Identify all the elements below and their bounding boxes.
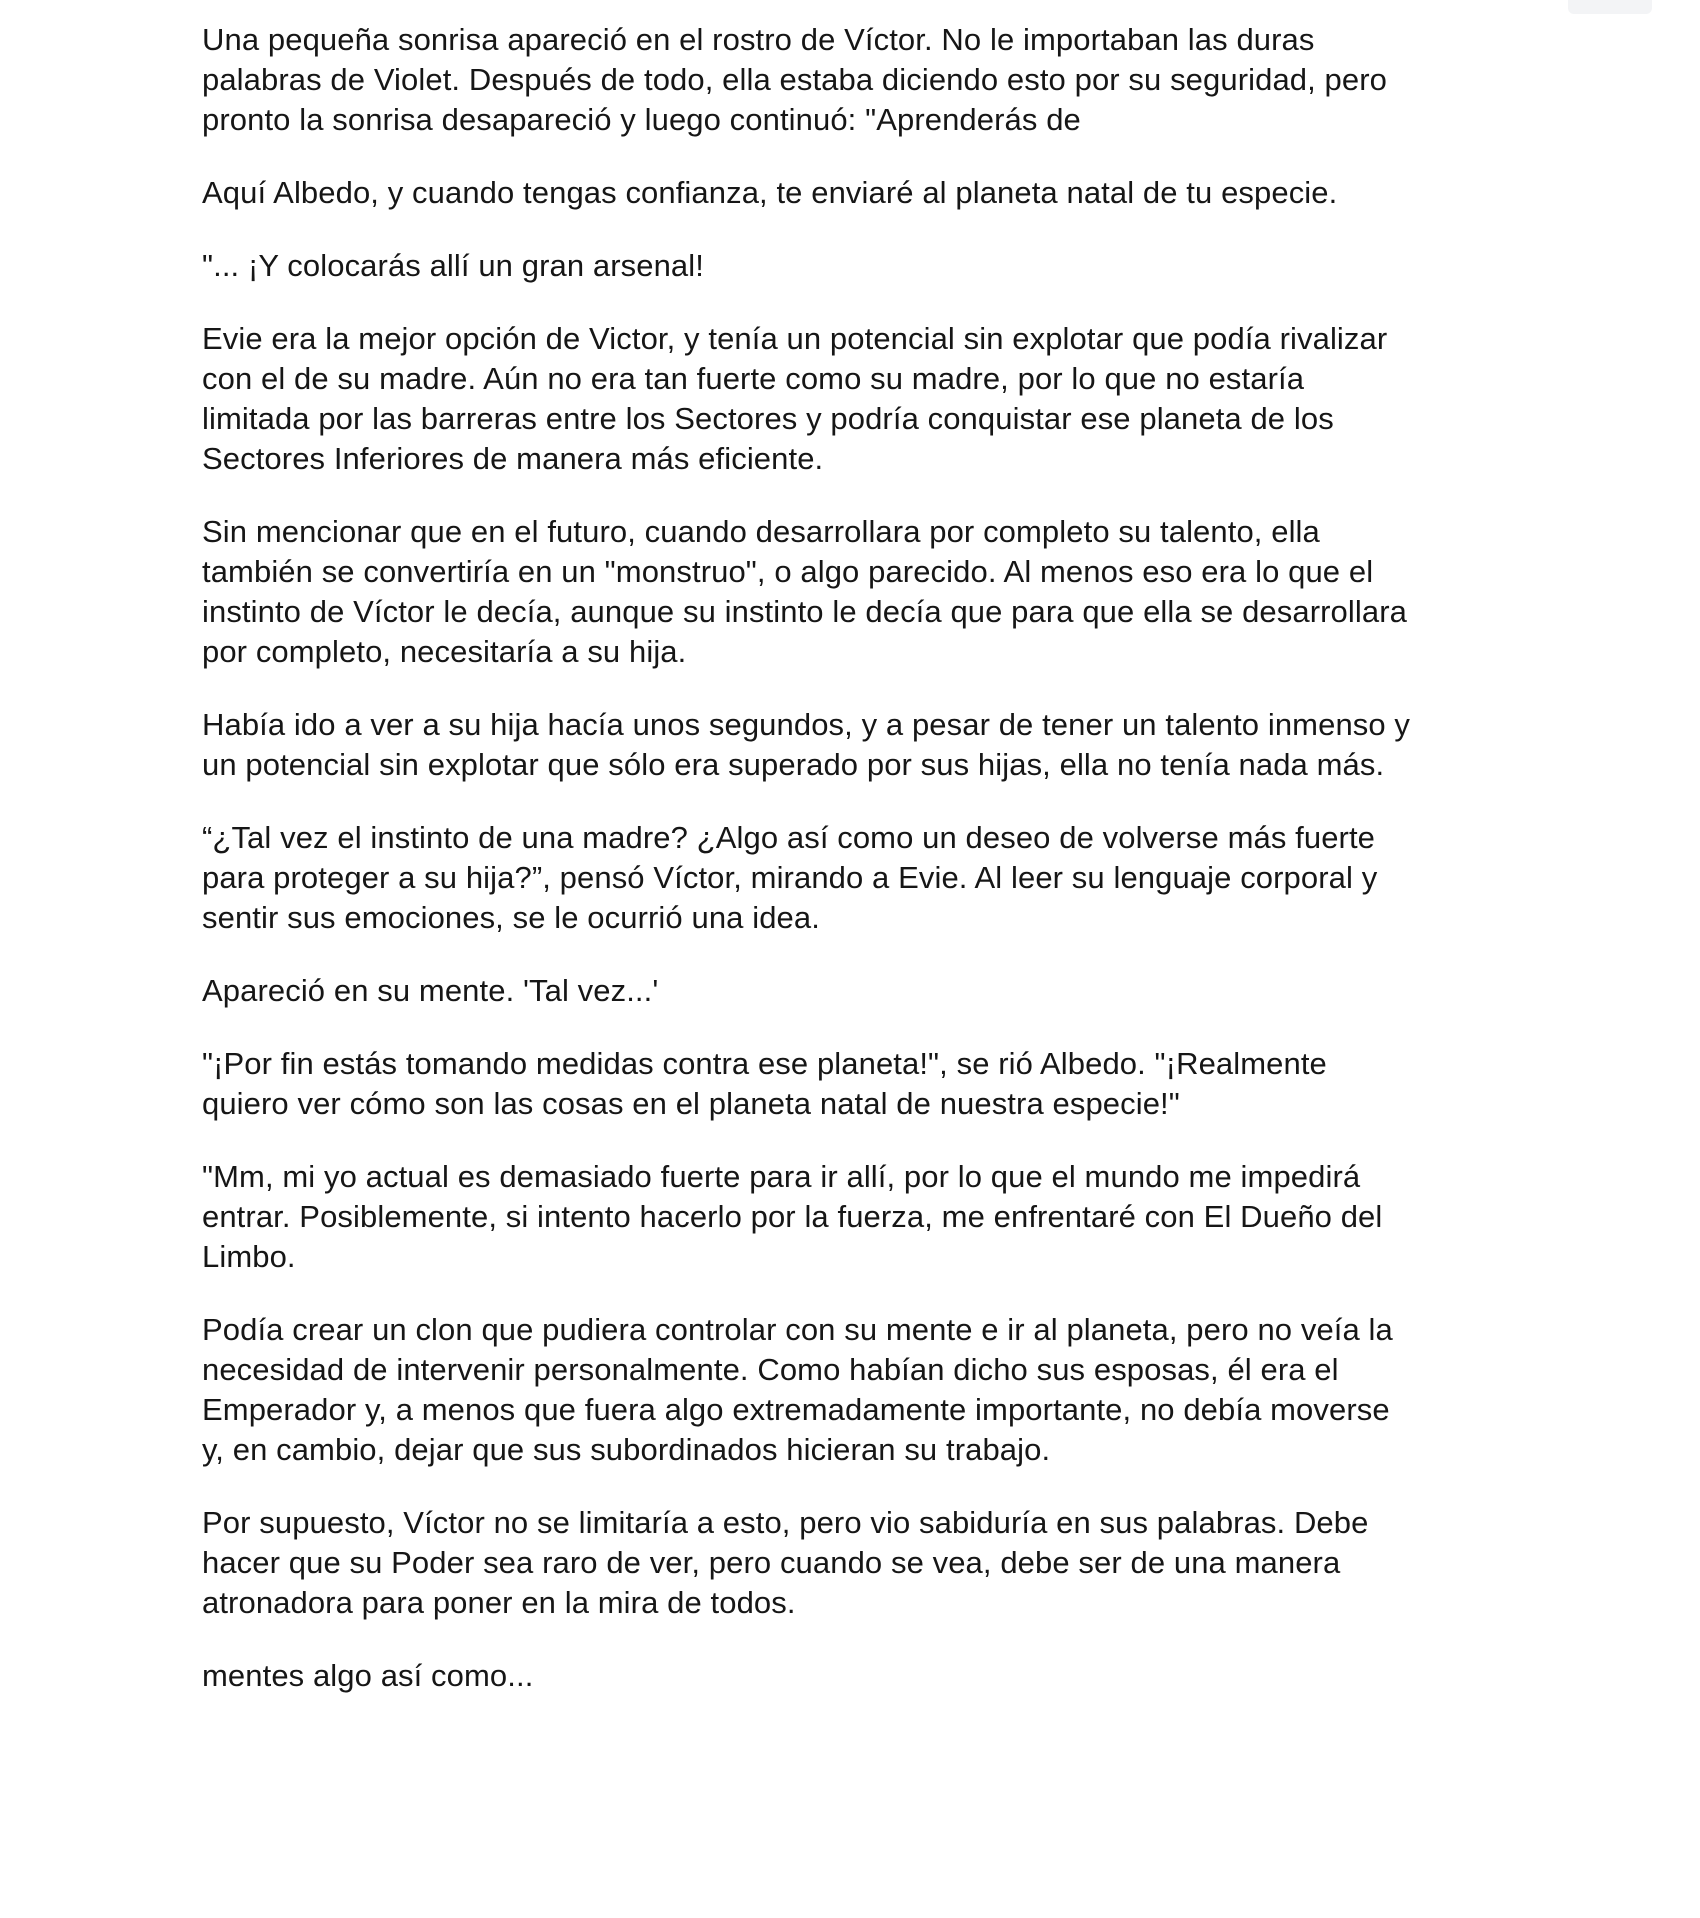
text-line: pronto la sonrisa desapareció y luego continuó: "Aprenderás de: [202, 102, 1081, 137]
text-line: “¿Tal vez el instinto de una madre? ¿Algo así como un deseo de volverse más fuerte: [202, 820, 1376, 855]
text-line: Limbo.: [202, 1239, 296, 1274]
text-line: palabras de Violet. Después de todo, ella estaba diciendo esto por su seguridad, pero: [202, 62, 1388, 97]
paragraph-9: [202, 1044, 1522, 1124]
paragraph-12: [202, 1503, 1522, 1623]
text-line: Sectores Inferiores de manera más eficiente.: [202, 441, 824, 476]
paragraph-4: [202, 319, 1522, 479]
text-line: Por supuesto, Víctor no se limitaría a esto, pero vio sabiduría en sus palabras. Debe: [202, 1505, 1369, 1540]
paragraph-2: [202, 173, 1522, 213]
paragraph-11: [202, 1310, 1522, 1470]
text-line: sentir sus emociones, se le ocurrió una idea.: [202, 900, 820, 935]
text-line: Había ido a ver a su hija hacía unos segundos, y a pesar de tener un talento inmenso y: [202, 707, 1411, 742]
page-corner-mark: [1568, 0, 1652, 14]
text-line: entrar. Posiblemente, si intento hacerlo por la fuerza, me enfrentaré con El Dueño del: [202, 1199, 1383, 1234]
text-line: hacer que su Poder sea raro de ver, pero cuando se vea, debe ser de una manera: [202, 1545, 1341, 1580]
text-line: instinto de Víctor le decía, aunque su instinto le decía que para que ella se desarrollara: [202, 594, 1407, 629]
text-line: mentes algo así como...: [202, 1658, 534, 1693]
paragraph-10: [202, 1157, 1522, 1277]
text-line: Apareció en su mente. 'Tal vez...': [202, 973, 659, 1008]
text-line: Sin mencionar que en el futuro, cuando desarrollara por completo su talento, ella: [202, 514, 1320, 549]
text-line: limitada por las barreras entre los Sectores y podría conquistar ese planeta de los: [202, 401, 1334, 436]
paragraph-6: [202, 705, 1522, 785]
text-line: Evie era la mejor opción de Victor, y tenía un potencial sin explotar que podía rivalizar: [202, 321, 1388, 356]
text-line: "... ¡Y colocarás allí un gran arsenal!: [202, 248, 704, 283]
paragraph-1: [202, 20, 1522, 140]
text-line: por completo, necesitaría a su hija.: [202, 634, 687, 669]
paragraph-13: [202, 1656, 1522, 1696]
document-body: [202, 20, 1522, 1729]
text-line: atronadora para poner en la mira de todos.: [202, 1585, 796, 1620]
paragraph-5: [202, 512, 1522, 672]
text-line: Aquí Albedo, y cuando tengas confianza, te enviaré al planeta natal de tu especie.: [202, 175, 1338, 210]
text-line: Podía crear un clon que pudiera controlar con su mente e ir al planeta, pero no veía la: [202, 1312, 1393, 1347]
text-line: necesidad de intervenir personalmente. Como habían dicho sus esposas, él era el: [202, 1352, 1339, 1387]
text-line: con el de su madre. Aún no era tan fuerte como su madre, por lo que no estaría: [202, 361, 1305, 396]
text-line: y, en cambio, dejar que sus subordinados hicieran su trabajo.: [202, 1432, 1051, 1467]
paragraph-8: [202, 971, 1522, 1011]
text-line: Emperador y, a menos que fuera algo extremadamente importante, no debía moverse: [202, 1392, 1390, 1427]
text-line: para proteger a su hija?”, pensó Víctor, mirando a Evie. Al leer su lenguaje corporal y: [202, 860, 1378, 895]
text-line: un potencial sin explotar que sólo era superado por sus hijas, ella no tenía nada más.: [202, 747, 1385, 782]
text-line: "¡Por fin estás tomando medidas contra ese planeta!", se rió Albedo. "¡Realmente: [202, 1046, 1327, 1081]
text-line: quiero ver cómo son las cosas en el planeta natal de nuestra especie!": [202, 1086, 1180, 1121]
text-line: Una pequeña sonrisa apareció en el rostro de Víctor. No le importaban las duras: [202, 22, 1315, 57]
text-line: también se convertiría en un "monstruo", o algo parecido. Al menos eso era lo que el: [202, 554, 1374, 589]
text-line: "Mm, mi yo actual es demasiado fuerte para ir allí, por lo que el mundo me impedirá: [202, 1159, 1361, 1194]
paragraph-7: [202, 818, 1522, 938]
paragraph-3: [202, 246, 1522, 286]
